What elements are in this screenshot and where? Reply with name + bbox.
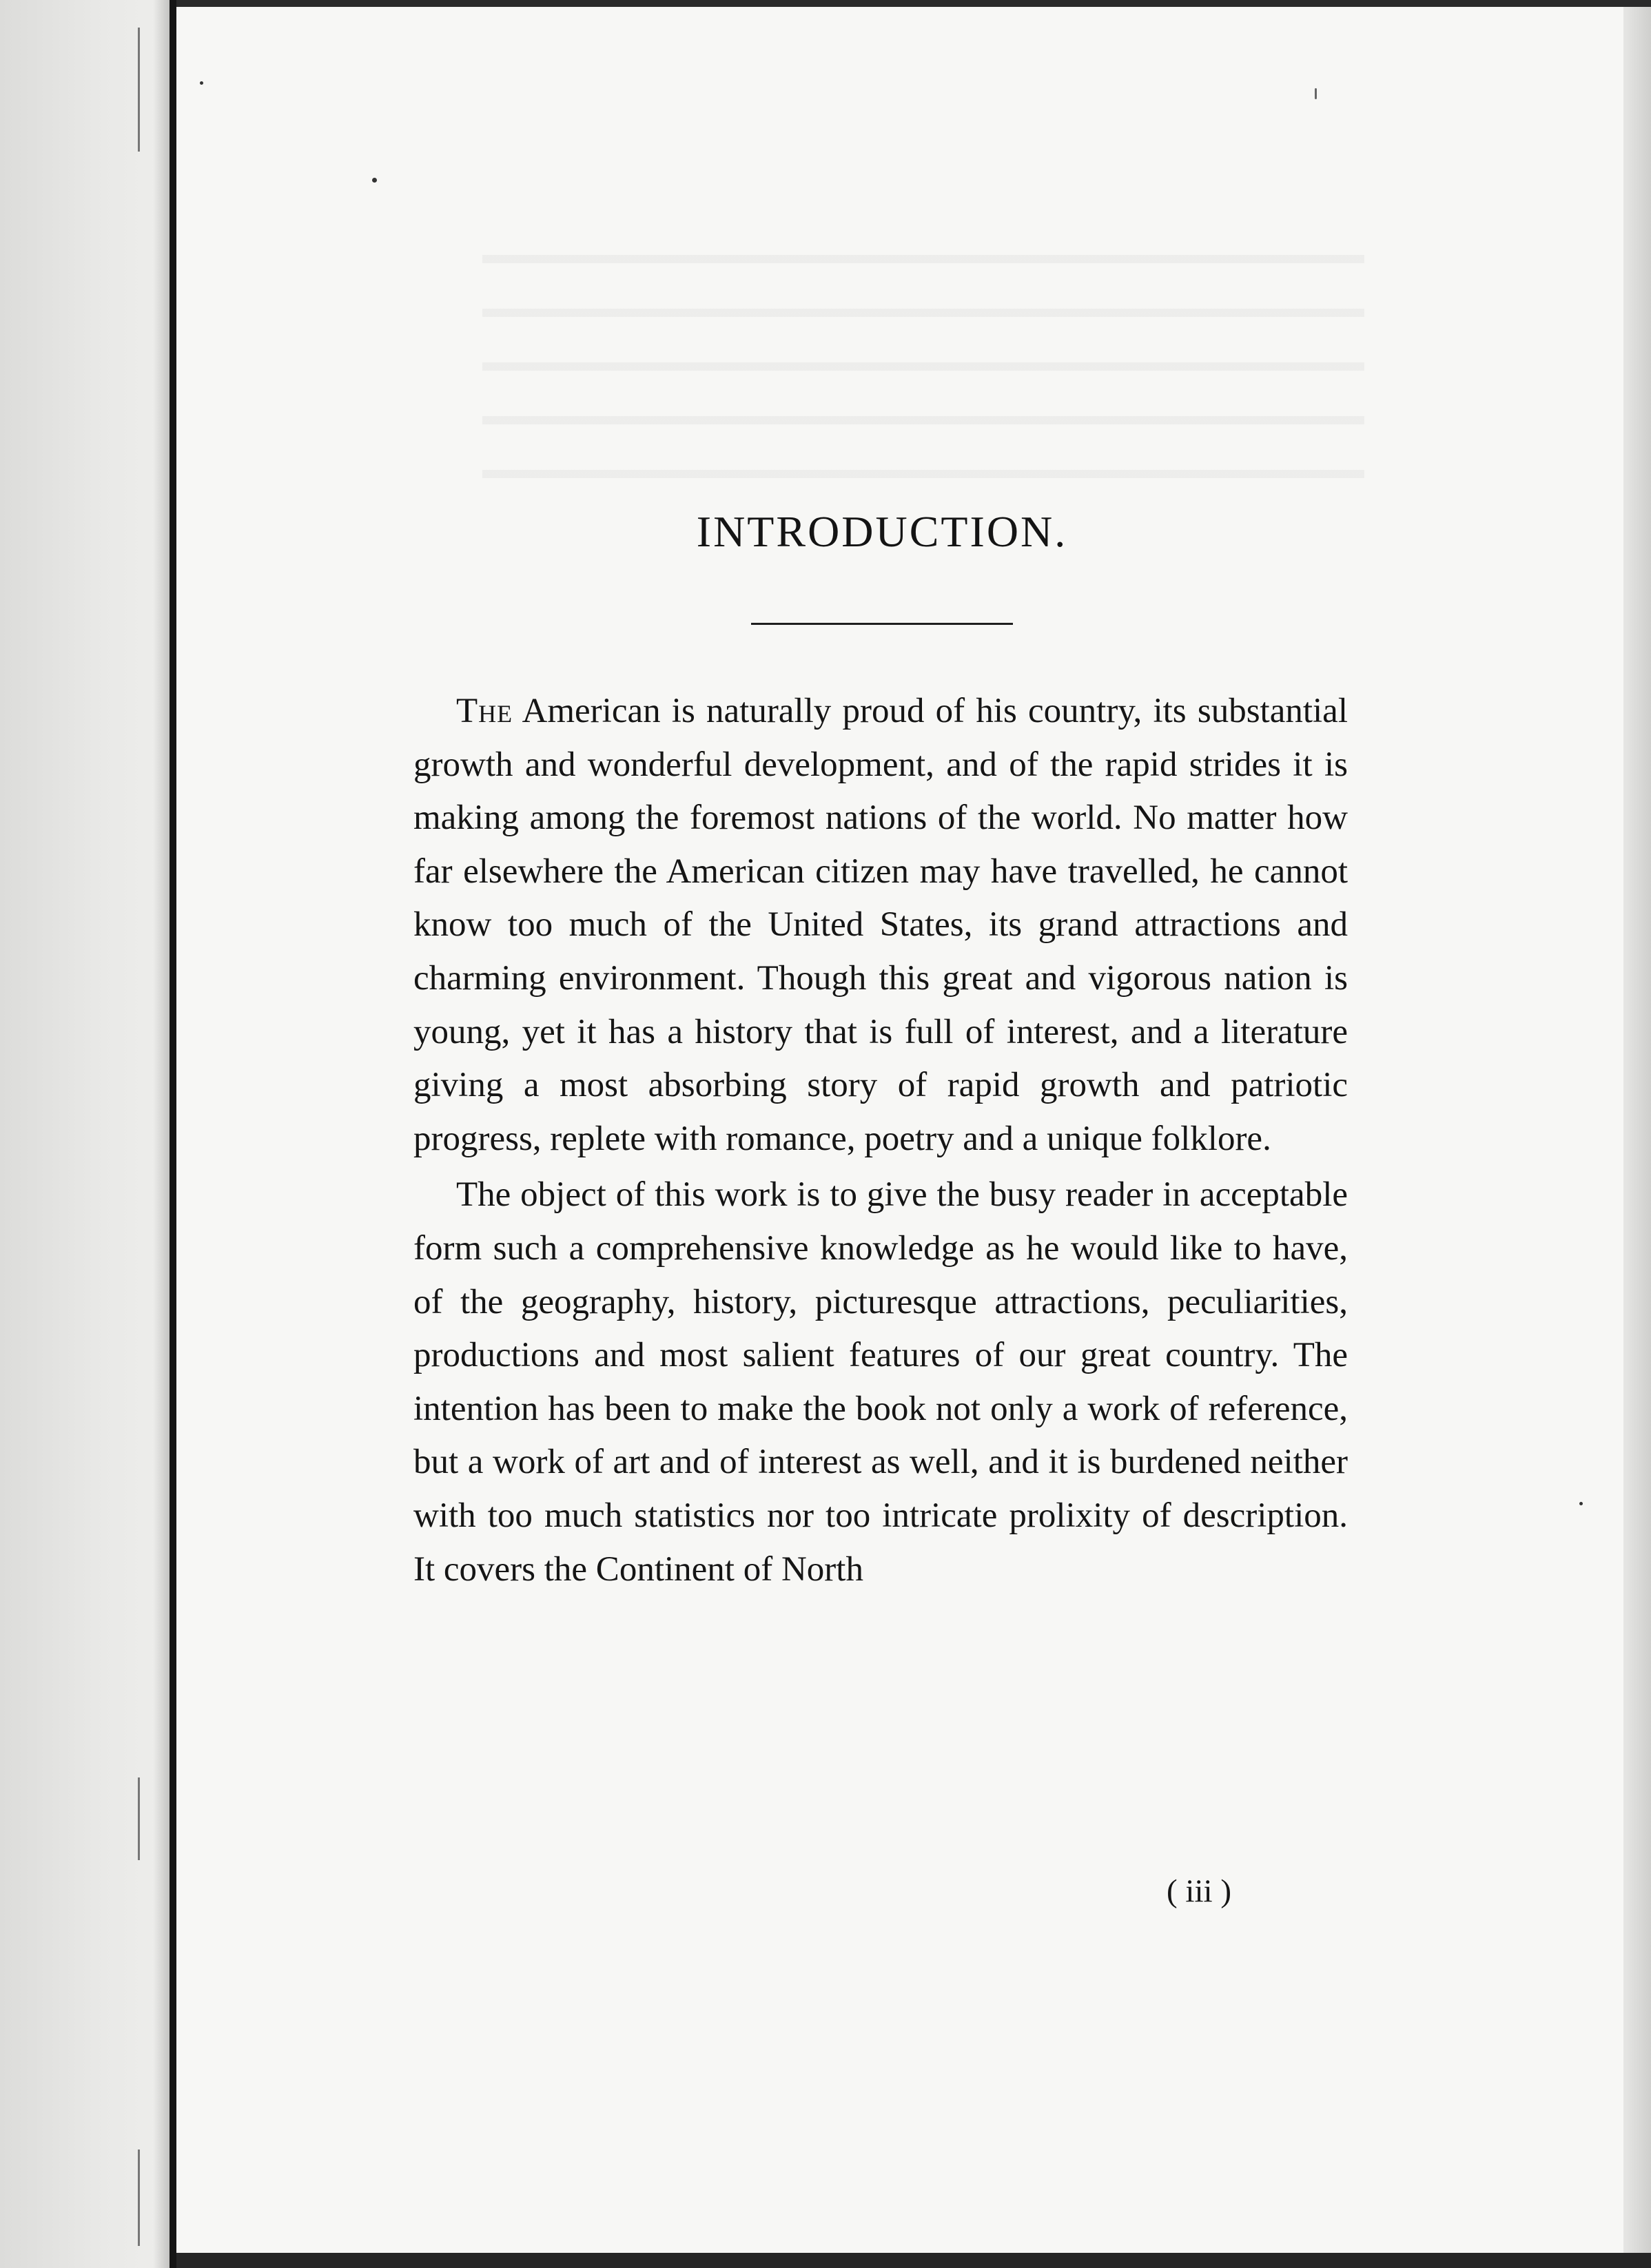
title-rule xyxy=(751,623,1013,625)
paragraph-lead: The xyxy=(456,692,513,730)
bleed-through-texture xyxy=(482,227,1364,517)
paragraph-text: American is naturally proud of his country, its substantial growth and wonderful development, and of the rapid strides it is making among the foremost nations of the world. No matter how far elsewhere the American citizen may have travelled, he cannot know too much of the United States, its grand attractions and charming environment. Though this great and vigorous nation is young, yet it has a history that is full of interest, and a literature giving a most absorbing story of rapid growth and patriotic progress, replete with romance, poetry and a unique folklore. xyxy=(413,692,1348,1158)
dust-speck xyxy=(1315,88,1317,99)
paragraph xyxy=(413,1168,1348,1596)
page-top-edge xyxy=(176,0,1651,7)
gutter-mark xyxy=(138,2150,140,2246)
dust-speck xyxy=(200,81,203,85)
page-number: ( iii ) xyxy=(1167,1873,1231,1909)
gutter-mark xyxy=(138,1777,140,1860)
gutter-mark xyxy=(138,28,140,152)
page-right-edge xyxy=(1623,0,1651,2268)
book-spine-edge xyxy=(170,0,176,2268)
book-gutter xyxy=(0,0,172,2268)
spine-shadow xyxy=(153,0,170,2268)
page-bottom-edge xyxy=(176,2253,1651,2268)
dust-speck xyxy=(372,178,377,183)
paragraph xyxy=(413,685,1348,1166)
chapter-title: INTRODUCTION. xyxy=(696,507,1068,556)
body-text xyxy=(413,685,1348,1596)
dust-speck xyxy=(1579,1502,1583,1505)
paragraph-text: The object of this work is to give the busy reader in acceptable form such a comprehensive knowledge as he would like to have, of the geography, history, picturesque attractions, peculiarities, productions and most salient features of our great country. The intention has been to make the book not only a work of reference, but a work of art and of interest as well, and it is burdened neither with too much statistics nor too intricate prolixity of description. It covers the Continent of North xyxy=(413,1175,1348,1589)
